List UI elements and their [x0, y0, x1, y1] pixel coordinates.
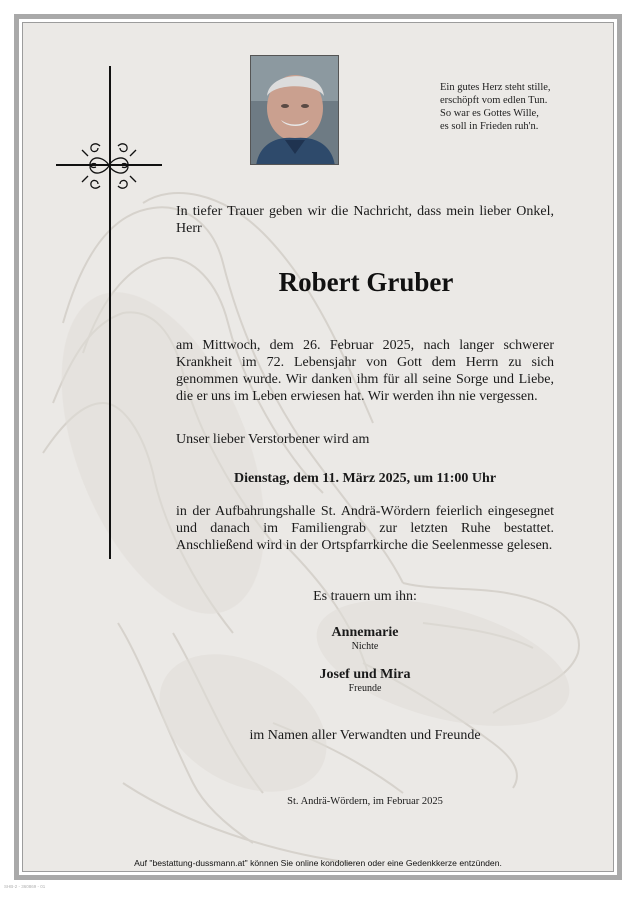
mourner-entry: [176, 624, 554, 653]
funeral-intro: Unser lieber Verstorbener wird am: [176, 432, 370, 447]
announcement-paragraph: am Mittwoch, dem 26. Februar 2025, nach langer schwerer Krankheit im 72. Lebensjahr von Gott dem Herrn zu sich genommen wurde. Wir danken ihm für all seine Sorge und Liebe, die er uns im Leben erwiesen hat. Wir werden ihn nie vergessen.: [176, 338, 554, 404]
verse-line: erschöpft vom edlen Tun.: [440, 95, 548, 106]
mourner-relation: Nichte: [351, 641, 379, 652]
mourner-entry: [176, 666, 554, 695]
verse-line: es soll in Frieden ruh'n.: [440, 121, 539, 132]
closing-line: im Namen aller Verwandten und Freunde: [249, 728, 481, 743]
portrait-photo: [250, 55, 339, 165]
memorial-verse: [440, 81, 590, 133]
intro-text: In tiefer Trauer geben wir die Nachricht, dass mein lieber Onkel, Herr: [176, 204, 554, 236]
mourners-heading: Es trauern um ihn:: [313, 589, 417, 604]
verse-line: Ein gutes Herz steht stille,: [440, 82, 551, 93]
funeral-details: in der Aufbahrungshalle St. Andrä-Wördern feierlich eingesegnet und danach im Familiengrab zur letzten Ruhe bestattet. Anschließend wird in der Ortspfarrkirche die Seelenmesse gelesen.: [176, 504, 554, 553]
verse-line: So war es Gottes Wille,: [440, 108, 539, 119]
mourner-relation: Freunde: [348, 683, 382, 694]
mourner-name: Josef und Mira: [319, 667, 411, 682]
print-code: SHB-2 - 360869 - 01: [4, 884, 46, 889]
place-and-date: St. Andrä-Wördern, im Februar 2025: [287, 796, 443, 807]
deceased-name: Robert Gruber: [278, 267, 454, 297]
portrait-image: [251, 56, 339, 165]
footer-condolence-note: Auf "bestattung-dussmann.at" können Sie online kondolieren oder eine Gedenkkerze entzünden.: [134, 858, 502, 868]
cross-ornament-icon: [78, 138, 140, 194]
funeral-date: Dienstag, dem 11. März 2025, um 11:00 Uhr: [233, 471, 497, 486]
mourner-name: Annemarie: [331, 625, 399, 640]
